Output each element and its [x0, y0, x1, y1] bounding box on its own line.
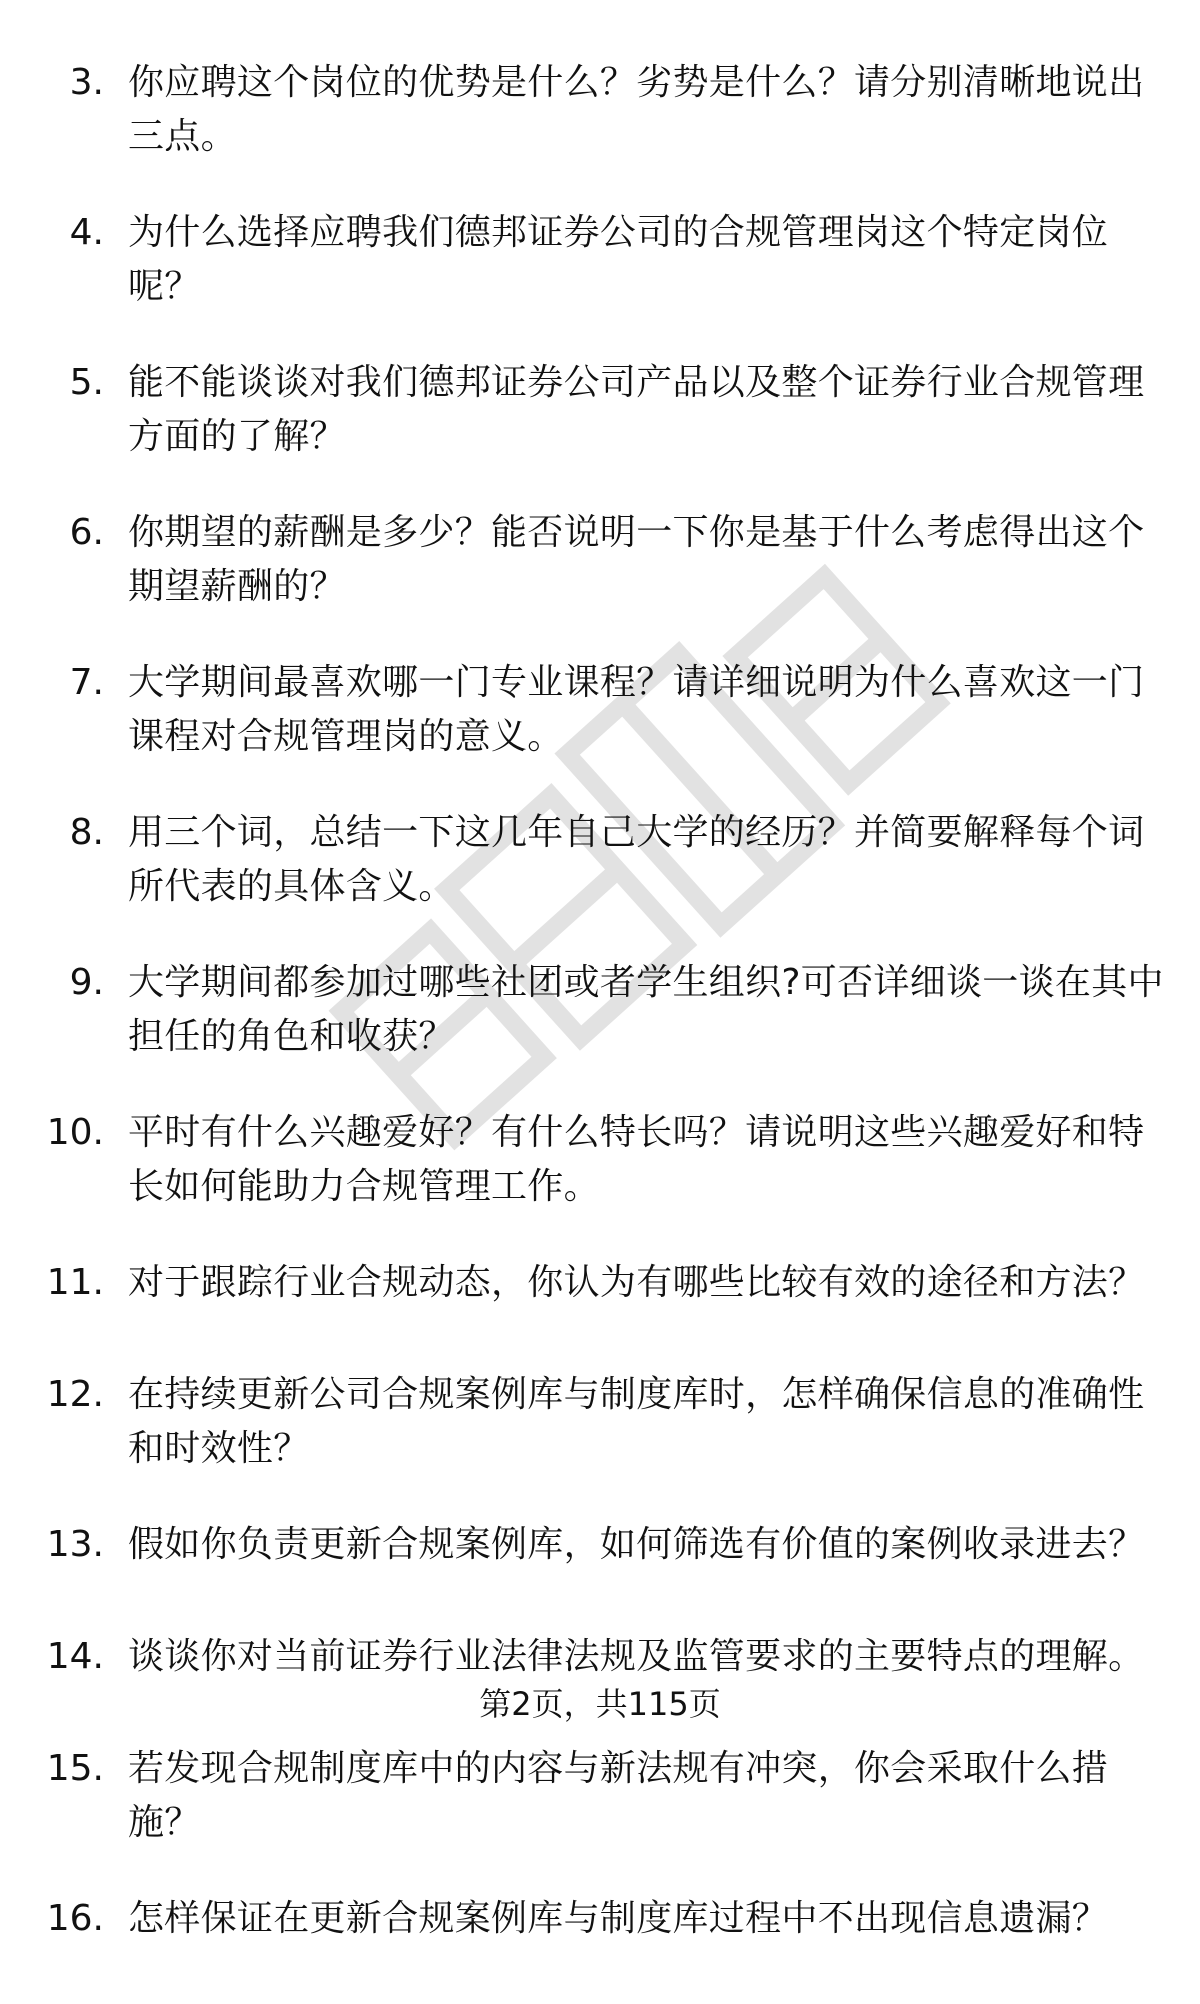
- question-number: 6.: [69, 512, 104, 553]
- list-item: [0, 1518, 1200, 1630]
- list-item: [0, 956, 1200, 1106]
- list-item: [0, 1256, 1200, 1368]
- list-item: [0, 806, 1200, 956]
- list-item: [0, 356, 1200, 506]
- question-text: 你期望的薪酬是多少？能否说明一下你是基于什么考虑得出这个期望薪酬的？: [128, 512, 1145, 607]
- question-number: 4.: [69, 212, 104, 253]
- list-item: [0, 56, 1200, 206]
- question-number: 8.: [69, 812, 104, 853]
- question-number: 10.: [46, 1112, 104, 1153]
- question-number: 7.: [69, 662, 104, 703]
- question-text: 对于跟踪行业合规动态，你认为有哪些比较有效的途径和方法？: [128, 1262, 1145, 1303]
- question-number: 16.: [46, 1898, 104, 1939]
- question-number: 9.: [69, 962, 104, 1003]
- question-text: 大学期间最喜欢哪一门专业课程？请详细说明为什么喜欢这一门课程对合规管理岗的意义。: [128, 662, 1145, 757]
- question-text: 谈谈你对当前证券行业法律法规及监管要求的主要特点的理解。: [128, 1636, 1145, 1677]
- list-item: [0, 506, 1200, 656]
- list-item: [0, 1368, 1200, 1518]
- question-number: 3.: [69, 62, 104, 103]
- question-number: 11.: [46, 1262, 104, 1303]
- list-item: [0, 656, 1200, 806]
- question-number: 15.: [46, 1748, 104, 1789]
- list-item: [0, 206, 1200, 356]
- question-text: 怎样保证在更新合规案例库与制度库过程中不出现信息遗漏？: [128, 1898, 1109, 1939]
- question-text: 平时有什么兴趣爱好？有什么特长吗？请说明这些兴趣爱好和特长如何能助力合规管理工作。: [128, 1112, 1145, 1207]
- question-number: 12.: [46, 1374, 104, 1415]
- question-text: 能不能谈谈对我们德邦证券公司产品以及整个证券行业合规管理方面的了解？: [128, 362, 1145, 457]
- question-number: 13.: [46, 1524, 104, 1565]
- question-text: 若发现合规制度库中的内容与新法规有冲突，你会采取什么措施？: [128, 1748, 1109, 1843]
- question-text: 你应聘这个岗位的优势是什么？劣势是什么？请分别清晰地说出三点。: [128, 62, 1145, 157]
- question-text: 为什么选择应聘我们德邦证券公司的合规管理岗这个特定岗位呢？: [128, 212, 1109, 307]
- list-item: [0, 1106, 1200, 1256]
- question-text: 用三个词，总结一下这几年自己大学的经历？并简要解释每个词所代表的具体含义。: [128, 812, 1145, 907]
- question-number: 14.: [46, 1636, 104, 1677]
- question-text: 在持续更新公司合规案例库与制度库时，怎样确保信息的准确性和时效性？: [128, 1374, 1145, 1469]
- list-item: [0, 1892, 1200, 2004]
- question-text: 大学期间都参加过哪些社团或者学生组织?可否详细谈一谈在其中担任的角色和收获？: [128, 962, 1164, 1057]
- question-number: 5.: [69, 362, 104, 403]
- question-text: 假如你负责更新合规案例库，如何筛选有价值的案例收录进去？: [128, 1524, 1145, 1565]
- page-footer: 第2页，共115页: [479, 1685, 721, 1723]
- list-item: [0, 1742, 1200, 1892]
